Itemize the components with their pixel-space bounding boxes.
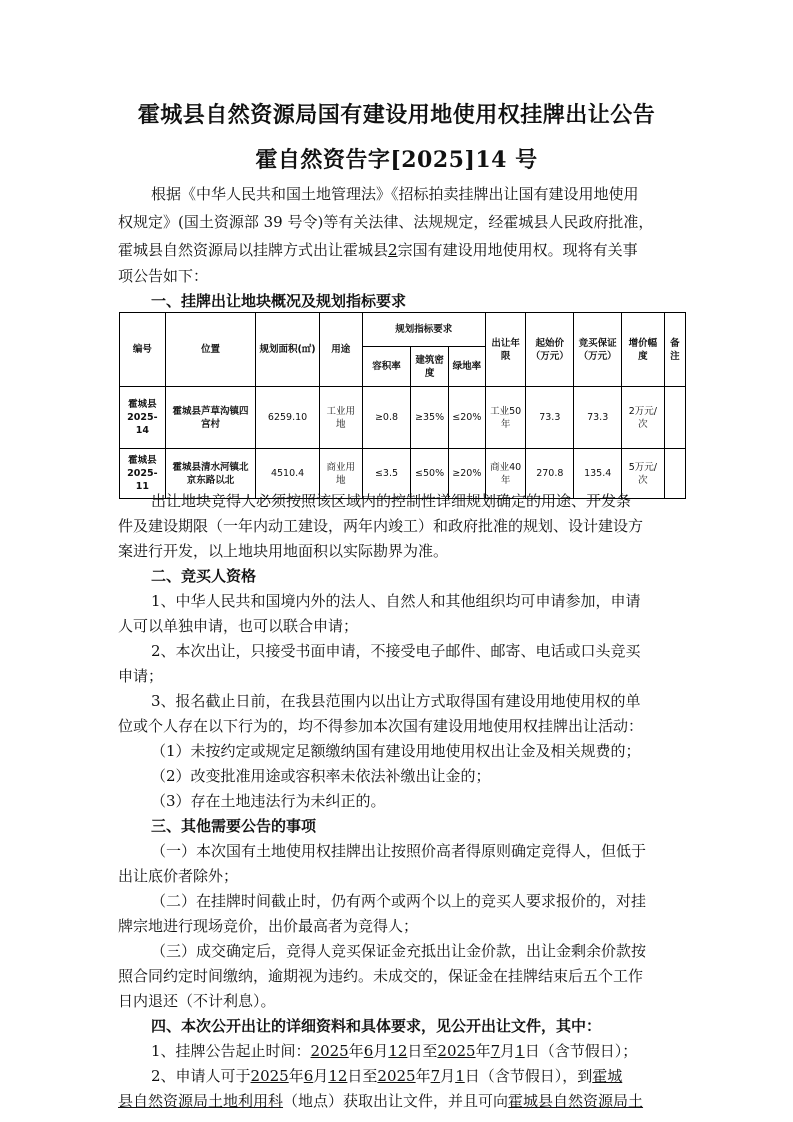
intro-text: 霍城县自然资源局以挂牌方式出让霍城县 <box>118 241 389 259</box>
header-start-price: 起始价（万元） <box>526 313 574 387</box>
date-day: 1 <box>455 1067 465 1085</box>
cell-area: 4510.4 <box>256 449 320 499</box>
date-month: 7 <box>430 1067 441 1085</box>
cell-id: 霍城县2025-11 <box>120 449 166 499</box>
text: 2、申请人可于 <box>151 1067 251 1085</box>
document-number: 霍自然资告字[2025]14 号 <box>255 147 538 173</box>
date-year: 2025 <box>377 1067 416 1085</box>
s3-p3-line-1: （三）成交确定后，竞得人竞买保证金充抵出让金价款，出让金剩余价款按 <box>151 942 647 960</box>
parcel-count: 2 <box>388 241 398 259</box>
cell-remark <box>664 387 685 449</box>
date-day: 1 <box>515 1042 525 1060</box>
cell-density: ≤50% <box>411 449 448 499</box>
text: 月 <box>313 1067 329 1085</box>
s2-p1-line-1: 1、中华人民共和国境内外的法人、自然人和其他组织均可申请参加，申请 <box>151 592 641 610</box>
s3-p1-line-1: （一）本次国有土地使用权挂牌出让按照价高者得原则确定竞得人，但低于 <box>151 842 647 860</box>
s3-p3-line-3: 日内退还（不计利息）。 <box>118 992 276 1010</box>
cell-area: 6259.10 <box>256 387 320 449</box>
place-name: 霍城 <box>592 1067 623 1085</box>
section-4-heading: 四、本次公开出让的详细资料和具体要求，见公开出让文件，其中： <box>151 1017 602 1035</box>
header-deposit: 竞买保证（万元） <box>574 313 622 387</box>
cell-deposit: 73.3 <box>574 387 622 449</box>
cell-remark <box>664 449 685 499</box>
cell-start-price: 270.8 <box>526 449 574 499</box>
s3-p3-line-2: 照合同约定时间缴纳，逾期视为违约。未成交的，保证金在挂牌结束后五个工作 <box>118 967 644 985</box>
date-year: 2025 <box>437 1042 476 1060</box>
header-area: 规划面积(㎡) <box>256 313 320 387</box>
cell-term: 工业50年 <box>485 387 525 449</box>
text: 1、挂牌公告起止时间： <box>151 1042 311 1060</box>
text: 月 <box>440 1067 456 1085</box>
text: 年 <box>415 1067 431 1085</box>
s3-p2-line-2: 牌宗地进行现场竞价，出价最高者为竞得人； <box>118 917 419 935</box>
date-month: 6 <box>363 1042 374 1060</box>
cell-green: ≥20% <box>448 449 485 499</box>
s4-line-1 <box>151 1040 637 1061</box>
text: 日（含节假日）； <box>524 1042 638 1060</box>
notice-title: 霍城县自然资源局国有建设用地使用权挂牌出让公告 <box>137 102 656 128</box>
date-year: 2025 <box>250 1067 289 1085</box>
s2-p2-line-2: 申请； <box>118 667 164 685</box>
cell-use: 商业用地 <box>319 449 362 499</box>
s2-item-1: （1）未按约定或规定足额缴纳国有建设用地使用权出让金及相关规费的； <box>151 742 641 760</box>
cell-use: 工业用地 <box>319 387 362 449</box>
after-table-line-3: 案进行开发，以上地块用地面积以实际勘界为准。 <box>118 542 449 560</box>
text: 月 <box>373 1042 389 1060</box>
s2-p3-line-2: 位或个人存在以下行为的，均不得参加本次国有建设用地使用权挂牌出让活动： <box>118 717 644 735</box>
intro-line-1: 根据《中华人民共和国土地管理法》《招标拍卖挂牌出让国有建设用地使用 <box>151 185 639 203</box>
cell-green: ≤20% <box>448 387 485 449</box>
section-3-heading: 三、其他需要公告的事项 <box>151 817 317 835</box>
header-density: 建筑密度 <box>411 347 448 387</box>
header-green: 绿地率 <box>448 347 485 387</box>
intro-line-2: 权规定》(国土资源部 39 号令)等有关法律、法规规定，经霍城县人民政府批准， <box>118 213 654 231</box>
text: 日至 <box>407 1042 438 1060</box>
header-term: 出让年限 <box>485 313 525 387</box>
text: 日至 <box>347 1067 378 1085</box>
header-remark: 备注 <box>664 313 685 387</box>
text: 日（含节假日），到 <box>464 1067 593 1085</box>
cell-location: 霍城县芦草沟镇四宫村 <box>165 387 255 449</box>
s2-item-3: （3）存在土地违法行为未纠正的。 <box>151 792 386 810</box>
parcel-table <box>119 312 686 499</box>
s4-line-2 <box>151 1065 622 1086</box>
header-planning: 规划指标要求 <box>362 313 485 347</box>
header-increment: 增价幅度 <box>622 313 665 387</box>
header-use: 用途 <box>319 313 362 387</box>
date-day: 12 <box>328 1067 348 1085</box>
cell-increment: 5万元/次 <box>622 449 665 499</box>
date-day: 12 <box>388 1042 408 1060</box>
s2-p2-line-1: 2、本次出让，只接受书面申请，不接受电子邮件、邮寄、电话或口头竞买 <box>151 642 641 660</box>
s3-p1-line-2: 出让底价者除外； <box>118 867 239 885</box>
place-name: 县自然资源局土地利用科 <box>118 1092 284 1110</box>
s4-line-3 <box>118 1090 643 1111</box>
header-far: 容积率 <box>362 347 411 387</box>
cell-location: 霍城县清水河镇北京东路以北 <box>165 449 255 499</box>
s2-item-2: （2）改变批准用途或容积率未依法补缴出让金的； <box>151 767 491 785</box>
cell-term: 商业40年 <box>485 449 525 499</box>
date-year: 2025 <box>310 1042 349 1060</box>
text: 月 <box>500 1042 516 1060</box>
cell-id: 霍城县2025-14 <box>120 387 166 449</box>
s2-p3-line-1: 3、报名截止日前，在我县范围内以出让方式取得国有建设用地使用权的单 <box>151 692 641 710</box>
after-table-line-1: 出让地块竞得人必须按照该区域内的控制性详细规划确定的用途、开发条 <box>151 492 632 510</box>
s2-p1-line-2: 人可以单独申请，也可以联合申请； <box>118 617 359 635</box>
header-id: 编号 <box>120 313 166 387</box>
cell-density: ≥35% <box>411 387 448 449</box>
date-month: 6 <box>303 1067 314 1085</box>
s3-p2-line-1: （二）在挂牌时间截止时，仍有两个或两个以上的竞买人要求报价的，对挂 <box>151 892 647 910</box>
cell-far: ≤3.5 <box>362 449 411 499</box>
cell-start-price: 73.3 <box>526 387 574 449</box>
place-name: 霍城县自然资源局土 <box>508 1092 644 1110</box>
text: 年 <box>288 1067 304 1085</box>
cell-increment: 2万元/次 <box>622 387 665 449</box>
cell-far: ≥0.8 <box>362 387 411 449</box>
after-table-line-2: 件及建设期限（一年内动工建设，两年内竣工）和政府批准的规划、设计建设方 <box>118 517 644 535</box>
section-1-heading: 一、挂牌出让地块概况及规划指标要求 <box>151 292 407 310</box>
text: 年 <box>475 1042 491 1060</box>
intro-text: 宗国有建设用地使用权。现将有关事 <box>397 241 638 259</box>
table-row <box>120 387 686 449</box>
header-location: 位置 <box>165 313 255 387</box>
date-month: 7 <box>490 1042 501 1060</box>
section-2-heading: 二、竞买人资格 <box>151 567 257 585</box>
text: （地点）获取出让文件，并且可向 <box>283 1092 509 1110</box>
text: 年 <box>348 1042 364 1060</box>
intro-line-3 <box>118 239 638 260</box>
intro-line-4: 项公告如下： <box>118 267 209 285</box>
cell-deposit: 135.4 <box>574 449 622 499</box>
